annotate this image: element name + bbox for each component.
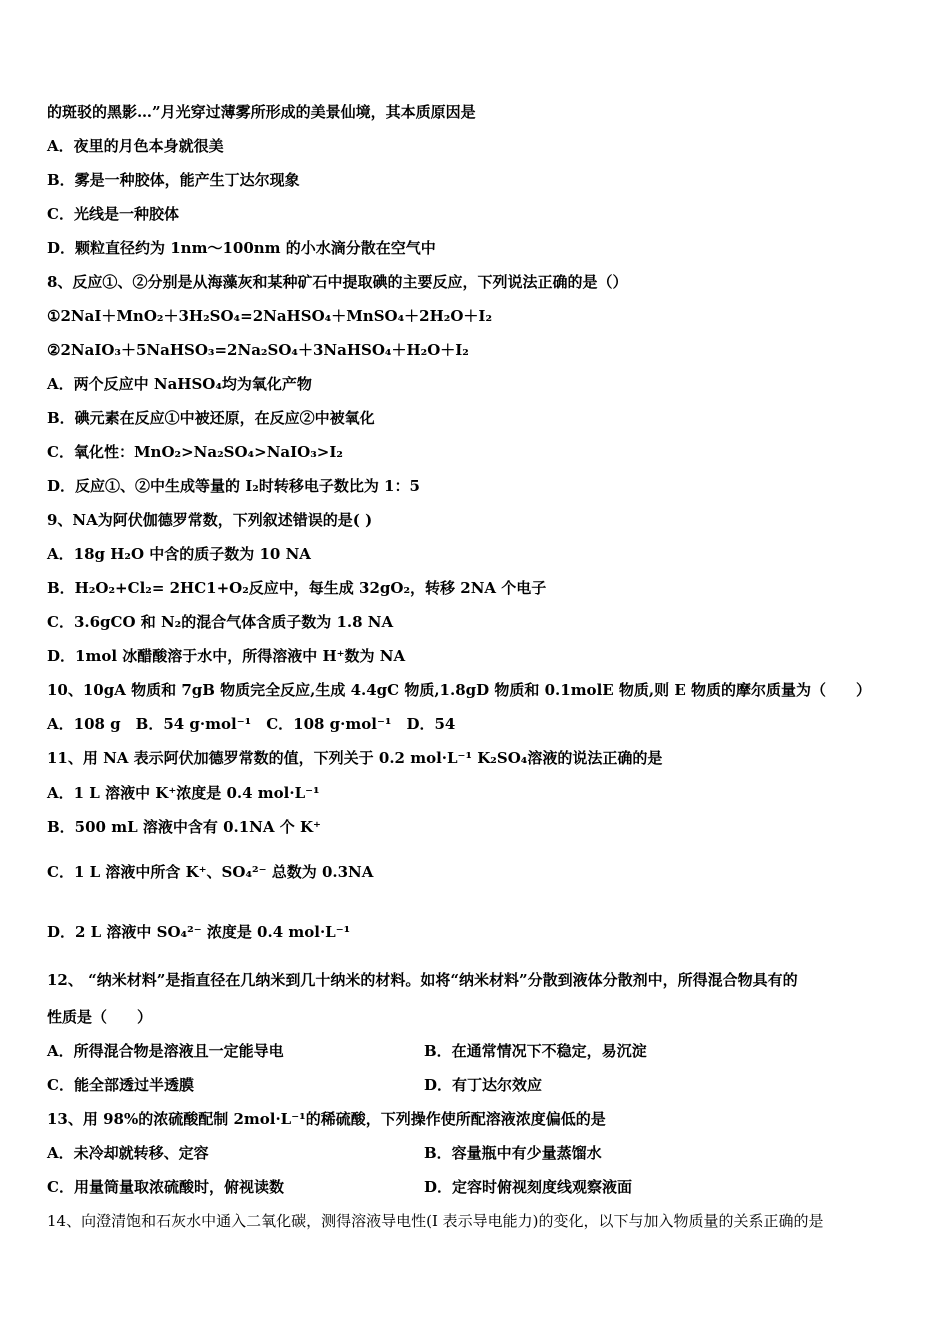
q13-options-row2 bbox=[47, 1177, 906, 1197]
q8-option-b: B．碘元素在反应①中被还原，在反应②中被氧化 bbox=[47, 409, 375, 427]
q10-options: A．108 g B．54 g·mol⁻¹ C．108 g·mol⁻¹ D．54 bbox=[47, 715, 456, 733]
q12-option-a: A．所得混合物是溶液且一定能导电 bbox=[47, 1042, 284, 1060]
q13-option-d: D．定容时俯视刻度线观察液面 bbox=[424, 1178, 633, 1196]
q14-stem: 14、向澄清饱和石灰水中通入二氧化碳，测得溶液导电性(I 表示导电能力)的变化，以下与加入物质量的关系正确的是 bbox=[47, 1212, 824, 1230]
q12-options-row1 bbox=[47, 1041, 906, 1061]
q11-option-b: B．500 mL 溶液中含有 0.1NA 个 K⁺ bbox=[47, 818, 321, 836]
q9-stem: 9、NA为阿伏伽德罗常数，下列叙述错误的是( ) bbox=[47, 511, 373, 529]
q7-option-a: A．夜里的月色本身就很美 bbox=[47, 137, 224, 155]
q13-options-row1 bbox=[47, 1143, 906, 1163]
q8-stem: 8、反应①、②分别是从海藻灰和某种矿石中提取碘的主要反应，下列说法正确的是（） bbox=[47, 273, 628, 291]
q12-stem-line1: 12、 “纳米材料”是指直径在几纳米到几十纳米的材料。如将“纳米材料”分散到液体分散剂中，所得混合物具有的 bbox=[47, 971, 798, 989]
q13-option-c: C．用量筒量取浓硫酸时，俯视读数 bbox=[47, 1178, 284, 1196]
q7-stem-continuation: 的斑驳的黑影…”月光穿过薄雾所形成的美景仙境，其本质原因是 bbox=[47, 103, 476, 121]
q11-option-c: C．1 L 溶液中所含 K⁺、SO₄²⁻ 总数为 0.3NA bbox=[47, 863, 374, 881]
q8-option-c: C．氧化性：MnO₂>Na₂SO₄>NaIO₃>I₂ bbox=[47, 443, 343, 461]
q7-option-d: D．颗粒直径约为 1nm～100nm 的小水滴分散在空气中 bbox=[47, 239, 436, 257]
q12-option-d: D．有丁达尔效应 bbox=[424, 1076, 543, 1094]
q9-option-a: A．18g H₂O 中含的质子数为 10 NA bbox=[47, 545, 311, 563]
q7-option-c: C．光线是一种胶体 bbox=[47, 205, 179, 223]
q13-option-a: A．未冷却就转移、定容 bbox=[47, 1144, 209, 1162]
q8-reaction-1: ①2NaI＋MnO₂＋3H₂SO₄=2NaHSO₄＋MnSO₄＋2H₂O＋I₂ bbox=[47, 307, 493, 325]
q12-options-row2 bbox=[47, 1075, 906, 1095]
q11-option-a: A．1 L 溶液中 K⁺浓度是 0.4 mol·L⁻¹ bbox=[47, 784, 320, 802]
q12-stem-line2: 性质是（ ） bbox=[47, 1008, 153, 1026]
q11-stem: 11、用 NA 表示阿伏加德罗常数的值，下列关于 0.2 mol·L⁻¹ K₂SO₄溶液的说法正确的是 bbox=[47, 749, 663, 767]
q12-option-b: B．在通常情况下不稳定，易沉淀 bbox=[424, 1042, 647, 1060]
q9-option-d: D．1mol 冰醋酸溶于水中，所得溶液中 H⁺数为 NA bbox=[47, 647, 406, 665]
q8-option-d: D．反应①、②中生成等量的 I₂时转移电子数比为 1：5 bbox=[47, 477, 420, 495]
q7-option-b: B．雾是一种胶体，能产生丁达尔现象 bbox=[47, 171, 300, 189]
q8-reaction-2: ②2NaIO₃＋5NaHSO₃=2Na₂SO₄＋3NaHSO₄＋H₂O＋I₂ bbox=[47, 341, 469, 359]
q13-option-b: B．容量瓶中有少量蒸馏水 bbox=[424, 1144, 602, 1162]
q13-stem: 13、用 98%的浓硫酸配制 2mol·L⁻¹的稀硫酸，下列操作使所配溶液浓度偏低的是 bbox=[47, 1110, 606, 1128]
q12-option-c: C．能全部透过半透膜 bbox=[47, 1076, 194, 1094]
q9-option-b: B．H₂O₂+Cl₂= 2HC1+O₂反应中，每生成 32gO₂，转移 2NA 个电子 bbox=[47, 579, 547, 597]
q10-stem: 10、10gA 物质和 7gB 物质完全反应,生成 4.4gC 物质,1.8gD 物质和 0.1molE 物质,则 E 物质的摩尔质量为（ ） bbox=[47, 681, 872, 699]
q11-option-d: D．2 L 溶液中 SO₄²⁻ 浓度是 0.4 mol·L⁻¹ bbox=[47, 923, 351, 941]
q9-option-c: C．3.6gCO 和 N₂的混合气体含质子数为 1.8 NA bbox=[47, 613, 394, 631]
q8-option-a: A．两个反应中 NaHSO₄均为氧化产物 bbox=[47, 375, 312, 393]
